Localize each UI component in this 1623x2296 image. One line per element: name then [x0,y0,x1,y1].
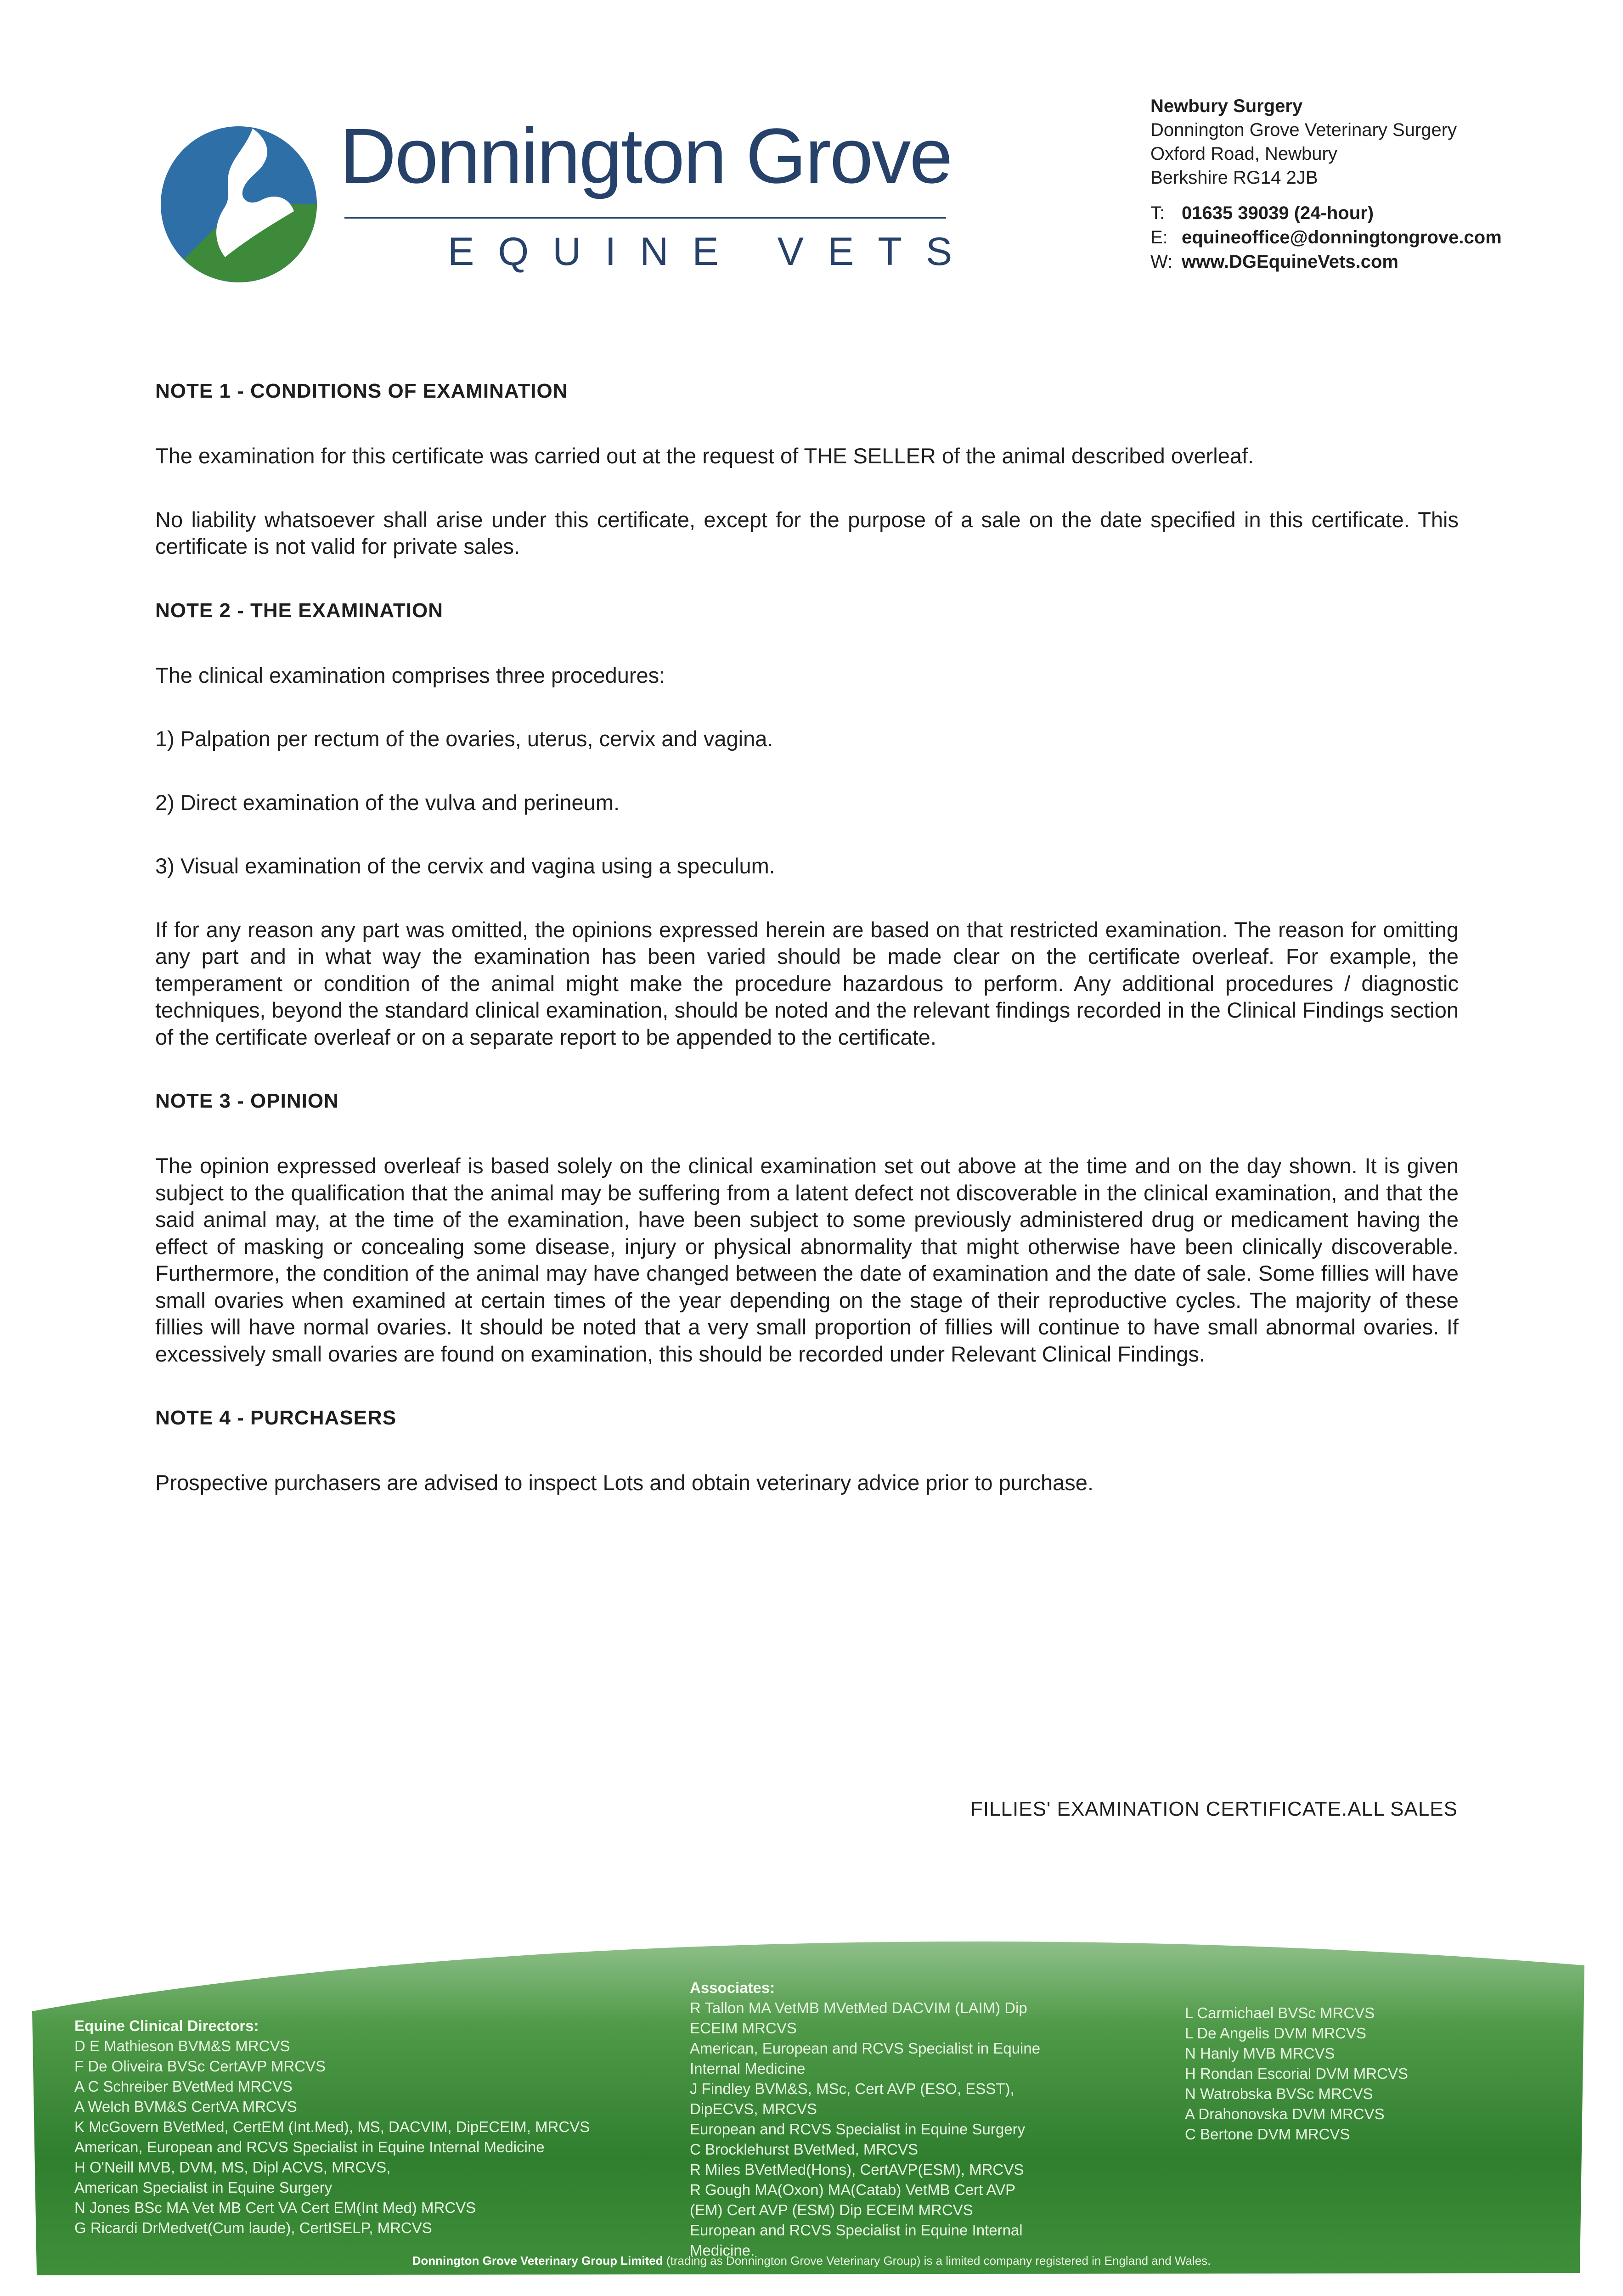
phone-value: 01635 39039 (24-hour) [1182,203,1374,223]
note2-list-item: 1) Palpation per rectum of the ovaries, uterus, cervix and vagina. [155,726,773,751]
email-value: equineoffice@donningtongrove.com [1182,227,1502,248]
associate-entry: ECEIM MRCVS [690,2020,797,2037]
associates-column [690,1978,1131,2261]
directors-title: Equine Clinical Directors: [74,2017,259,2034]
surgery-address [1150,94,1457,190]
note4-paragraph: Prospective purchasers are advised to inspect Lots and obtain veterinary advice prior to purchase. [155,1470,1094,1495]
note2-list-item: 2) Direct examination of the vulva and perineum. [155,790,620,815]
associate-entry: Medicine. [690,2242,755,2259]
director-entry: K McGovern BVetMed, CertEM (Int.Med), MS, DACVIM, DipECEIM, MRCVS [74,2118,590,2135]
notes-body [155,377,1459,1497]
note2-list-item: 3) Visual examination of the cervix and vagina using a speculum. [155,854,775,878]
director-entry: D E Mathieson BVM&S MRCVS [74,2037,290,2054]
associate-entry: European and RCVS Specialist in Equine Internal [690,2222,1023,2239]
vets-column [1185,2003,1552,2144]
associate-entry: C Brocklehurst BVetMed, MRCVS [690,2141,918,2158]
note3-heading: NOTE 3 - OPINION [155,1090,339,1112]
associate-entry: (EM) Cert AVP (ESM) Dip ECEIM MRCVS [690,2201,973,2218]
surgery-line: Berkshire RG14 2JB [1150,168,1318,188]
company-registration-text: (trading as Donnington Grove Veterinary Group) is a limited company registered in England and Wales. [663,2254,1211,2268]
associate-entry: Internal Medicine [690,2060,806,2077]
director-entry: A C Schreiber BVetMed MRCVS [74,2078,293,2095]
note1-heading: NOTE 1 - CONDITIONS OF EXAMINATION [155,380,568,402]
note2-paragraph: If for any reason any part was omitted, the opinions expressed herein are based on that restricted examination. The reason for omitting any part and in what way the examination has been varied should be made clear on the certificate overleaf. For example, the temperament or condition of the animal might make the procedure hazardous to perform. Any additional procedures / diagnostic techniques, beyond the standard clinical examination, should be noted and the relevant findings recorded in the Clinical Findings section of the certificate overleaf or on a separate report to be appended to the certificate. [155,917,1459,1049]
note3-paragraph: The opinion expressed overleaf is based solely on the clinical examination set out above at the time and on the day shown. It is given subject to the qualification that the animal may be suffering from a latent defect not discoverable in the clinical examination, and that the said animal may, at the time of the examination, have been subject to some previously administered drug or medicament having the effect of masking or concealing some disease, injury or physical abnormality that might otherwise have been clinically discoverable. Furthermore, the condition of the animal may have changed between the date of examination and the date of sale. Some fillies will have small ovaries when examined at certain times of the year depending on the stage of their reproductive cycles. The majority of these fillies will have normal ovaries. It should be noted that a very small proportion of fillies will continue to have small abnormal ovaries. If excessively small ovaries are found on examination, this should be recorded under Relevant Clinical Findings. [155,1154,1459,1366]
associate-entry: R Tallon MA VetMB MVetMed DACVIM (LAIM) Dip [690,1999,1027,2016]
surgery-name: Newbury Surgery [1150,96,1303,116]
director-entry: F De Oliveira BVSc CertAVP MRCVS [74,2058,326,2075]
vet-entry: N Hanly MVB MRCVS [1185,2045,1335,2062]
vet-entry: N Watrobska BVSc MRCVS [1185,2085,1373,2102]
vet-entry: C Bertone DVM MRCVS [1185,2126,1350,2143]
brand-divider [344,217,946,219]
company-registration [0,2254,1623,2268]
associate-entry: American, European and RCVS Specialist in Equine [690,2040,1041,2057]
phone-label: T: [1150,203,1165,223]
director-entry: H O'Neill MVB, DVM, MS, Dipl ACVS, MRCVS, [74,2159,391,2176]
vet-entry: A Drahonovska DVM MRCVS [1185,2105,1385,2122]
note1-paragraph: No liability whatsoever shall arise under this certificate, except for the purpose of a sale on the date specified in this certificate. This certificate is not valid for private sales. [155,507,1459,558]
associate-entry: R Miles BVetMed(Hons), CertAVP(ESM), MRCVS [690,2161,1024,2178]
note2-intro: The clinical examination comprises three procedures: [155,663,665,687]
vet-entry: L Carmichael BVSc MRCVS [1185,2004,1375,2021]
director-entry: American, European and RCVS Specialist in Equine Internal Medicine [74,2138,545,2155]
brand-title: Donnington Grove [340,113,952,200]
associate-entry: DipECVS, MRCVS [690,2100,817,2117]
website-value: www.DGEquineVets.com [1182,252,1398,272]
director-entry: American Specialist in Equine Surgery [74,2179,332,2196]
website-label: W: [1150,252,1173,272]
associate-entry: J Findley BVM&S, MSc, Cert AVP (ESO, ESST), [690,2080,1014,2097]
certificate-label: FILLIES' EXAMINATION CERTIFICATE.ALL SALES [970,1798,1458,1820]
associates-title: Associates: [690,1979,775,1996]
surgery-line: Donnington Grove Veterinary Surgery [1150,120,1457,140]
contact-details [1150,201,1502,274]
directors-column [74,2016,694,2238]
director-entry: A Welch BVM&S CertVA MRCVS [74,2098,297,2115]
note2-heading: NOTE 2 - THE EXAMINATION [155,599,443,622]
horse-head-logo-icon [156,119,321,285]
associate-entry: R Gough MA(Oxon) MA(Catab) VetMB Cert AVP [690,2181,1016,2198]
vet-entry: H Rondan Escorial DVM MRCVS [1185,2065,1408,2082]
brand-subtitle: EQUINE VETS [448,230,976,274]
surgery-line: Oxford Road, Newbury [1150,144,1337,164]
associate-entry: European and RCVS Specialist in Equine Surgery [690,2121,1026,2138]
company-name: Donnington Grove Veterinary Group Limited [412,2254,663,2268]
note1-paragraph: The examination for this certificate was carried out at the request of THE SELLER of the animal described overleaf. [155,444,1254,468]
director-entry: N Jones BSc MA Vet MB Cert VA Cert EM(Int Med) MRCVS [74,2199,476,2216]
note4-heading: NOTE 4 - PURCHASERS [155,1407,397,1429]
email-label: E: [1150,227,1168,248]
vet-entry: L De Angelis DVM MRCVS [1185,2025,1366,2042]
director-entry: G Ricardi DrMedvet(Cum laude), CertISELP, MRCVS [74,2219,432,2236]
